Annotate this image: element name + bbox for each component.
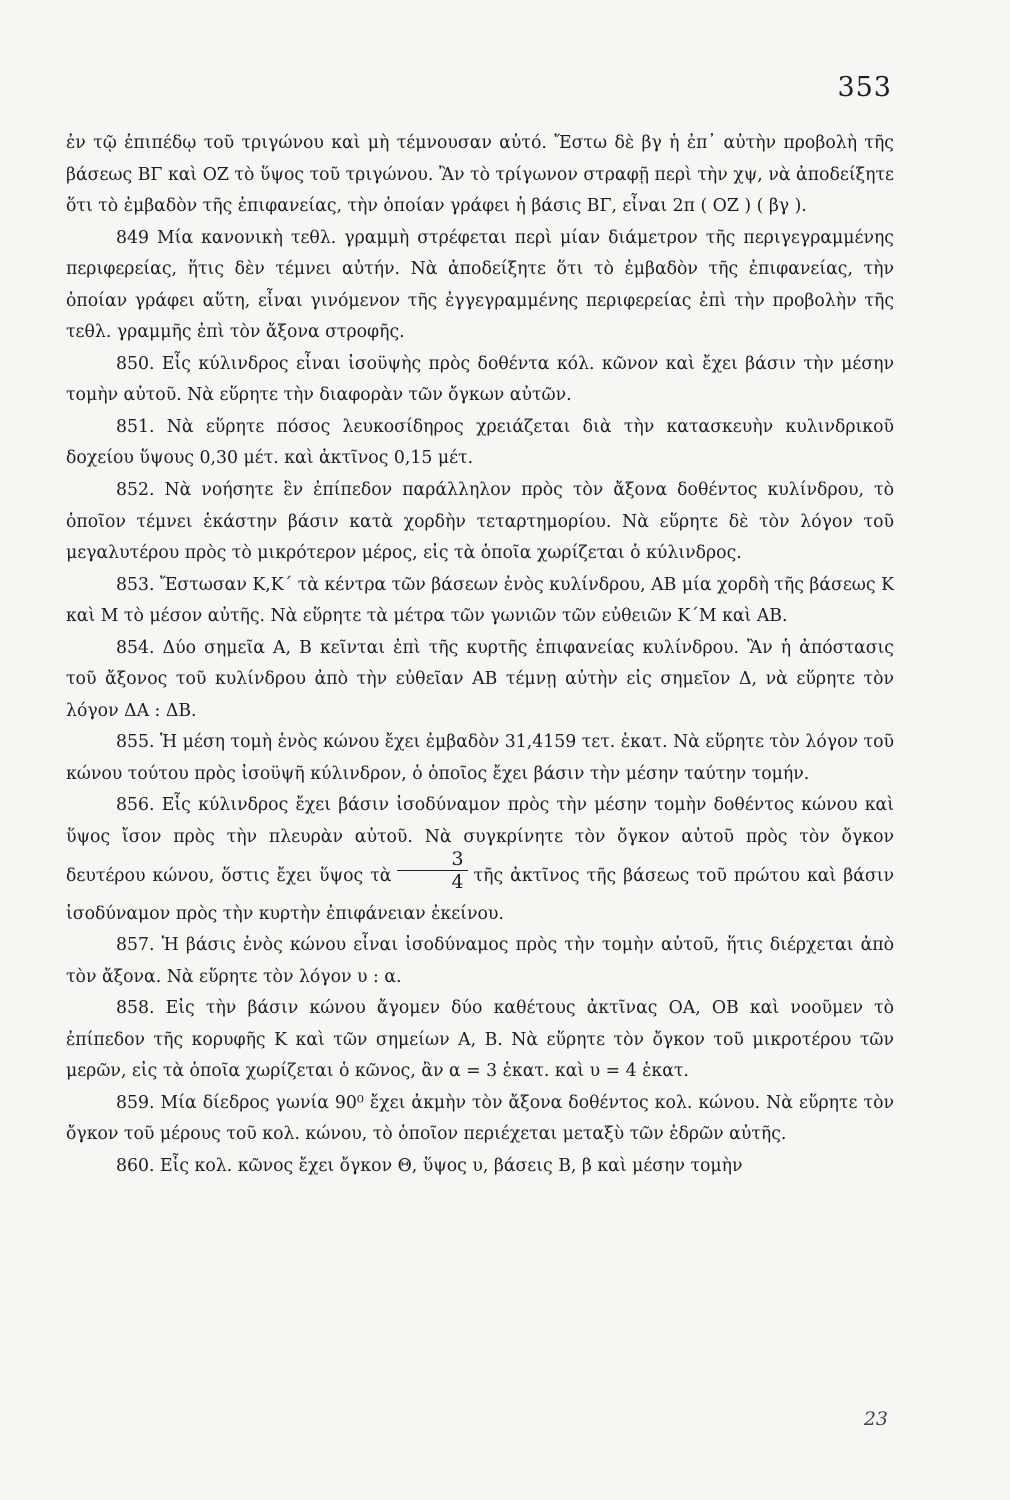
problem-number: 858. [116,998,155,1019]
problem-858 [66,993,894,1088]
problem-number: 851. [116,416,155,437]
problem-text: Εἷς κολ. κῶνος ἔχει ὄγκον Θ, ὕψος υ, βάσεις Β, β καὶ μέσην τομὴν [159,1155,743,1176]
problem-854 [66,633,894,728]
problem-text: Μία δίεδρος γωνία 90⁰ ἔχει ἀκμὴν τὸν ἄξονα δοθέντος κολ. κώνου. Νὰ εὕρητε τὸν ὄγκον τοῦ μέρους τοῦ κολ. κώνου, τὸ ὁποῖον περιέχεται μεταξὺ τῶν ἑδρῶν αὐτῆς. [66,1092,895,1145]
problem-857 [66,930,894,993]
problem-851 [66,412,894,475]
problem-number: 850. [116,353,155,374]
problem-856 [66,790,894,930]
problem-849 [66,223,894,349]
problem-number: 857. [116,935,155,956]
problem-850 [66,349,894,412]
problem-text: Ἡ μέση τομὴ ἑνὸς κώνου ἔχει ἐμβαδὸν 31,4159 τετ. ἑκατ. Νὰ εὕρητε τὸν λόγον τοῦ κώνου τούτου πρὸς ἰσοϋψῆ κύλινδρον, ὁ ὁποῖος ἔχει βάσιν τὴν μέσην ταύτην τομήν. [66,732,894,784]
problem-text: Νὰ νοήσητε ἓν ἐπίπεδον παράλληλον πρὸς τὸν ἄξονα δοθέντος κυλίνδρου, τὸ ὁποῖον τέμνει ἑκάστην βάσιν κατὰ χορδὴν τεταρτημορίου. Νὰ εὕρητε δὲ τὸν λόγον τοῦ μεγαλυτέρου πρὸς τὸ μικρότερον μέρος, εἰς τὰ ὁποῖα χωρίζεται ὁ κύλινδρος. [66,480,895,564]
problem-text-continued: τῆς ἀκτῖνος τῆς βάσεως τοῦ πρώτου καὶ βάσιν ἰσοδύναμον πρὸς τὴν κυρτὴν ἐπιφάνειαν ἐκείνου. [66,865,894,924]
problem-text: Ἔστωσαν Κ,Κ΄ τὰ κέντρα τῶν βάσεων ἑνὸς κυλίνδρου, ΑΒ μία χορδὴ τῆς βάσεως Κ καὶ Μ τὸ μέσον αὐτῆς. Νὰ εὕρητε τὰ μέτρα τῶν γωνιῶν τῶν εὐθειῶν Κ΄Μ καὶ ΑΒ. [66,574,894,627]
printer-signature: 23 [863,1408,888,1430]
fraction-three-quarters [397,848,467,893]
body-text [66,128,894,1183]
problem-860 [66,1151,894,1183]
problem-text: Μία κανονικὴ τεθλ. γραμμὴ στρέφεται περὶ μίαν διάμετρον τῆς περιγεγραμμένης περιφερείας, ἥτις δὲν τέμνει αὐτήν. Νὰ ἀποδείξητε ὅτι τὸ ἐμβαδὸν τῆς ἐπιφανείας, τὴν ὁποίαν γράφει αὕτη, εἶναι γινόμενον τῆς ἐγγεγραμμένης περιφερείας ἐπὶ τὴν προβολὴν τῆς τεθλ. γραμμῆς ἐπὶ τὸν ἄξονα στροφῆς. [66,227,894,343]
problem-number: 860. [116,1155,155,1176]
problem-number: 855. [116,732,155,753]
fraction-denominator: 4 [451,870,464,893]
problem-text: Νὰ εὕρητε πόσος λευκοσίδηρος χρειάζεται διὰ τὴν κατασκευὴν κυλινδρικοῦ δοχείου ὕψους 0,30 μέτ. καὶ ἀκτῖνος 0,15 μέτ. [66,416,894,469]
fraction-numerator: 3 [397,848,467,871]
page-number: 353 [837,72,892,103]
problem-text: Ἡ βάσις ἑνὸς κώνου εἶναι ἰσοδύναμος πρὸς τὴν τομὴν αὐτοῦ, ἥτις διέρχεται ἀπὸ τὸν ἄξονα. Νὰ εὕρητε τὸν λόγον υ : α. [66,935,895,987]
problem-853 [66,570,894,633]
problem-number: 849 [116,227,149,248]
problem-text: Εἷς κύλινδρος εἶναι ἰσοϋψὴς πρὸς δοθέντα κόλ. κῶνον καὶ ἔχει βάσιν τὴν μέσην τομὴν αὐτοῦ. Νὰ εὕρητε τὴν διαφορὰν τῶν ὄγκων αὐτῶν. [66,353,894,406]
problem-number: 859. [116,1092,155,1113]
problem-text: Εἷς κύλινδρος ἔχει βάσιν ἰσοδύναμον πρὸς τὴν μέσην τομὴν δοθέντος κώνου καὶ ὕψος ἴσον πρὸς τὴν πλευρὰν αὐτοῦ. Νὰ συγκρίνητε τὸν ὄγκον αὐτοῦ πρὸς τὸν ὄγκον δευτέρου κώνου, ὅστις ἔχει ὕψος τὰ [66,795,894,886]
problem-855 [66,727,894,790]
intro-paragraph: ἐν τῷ ἐπιπέδῳ τοῦ τριγώνου καὶ μὴ τέμνουσαν αὐτό. Ἔστω δὲ βγ ἡ ἐπ᾿ αὐτὴν προβολὴ τῆς βάσεως ΒΓ καὶ ΟΖ τὸ ὕψος τοῦ τριγώνου. Ἂν τὸ τρίγωνον στραφῇ περὶ τὴν χψ, νὰ ἀποδείξητε ὅτι τὸ ἐμβαδὸν τῆς ἐπιφανείας, τὴν ὁποίαν γράφει ἡ βάσις ΒΓ, εἶναι 2π ( ΟΖ ) ( βγ ). [66,133,894,217]
problem-text: Δύο σημεῖα Α, Β κεῖνται ἐπὶ τῆς κυρτῆς ἐπιφανείας κυλίνδρου. Ἂν ἡ ἀπόστασις τοῦ ἄξονος τοῦ κυλίνδρου ἀπὸ τὴν εὐθεῖαν ΑΒ τέμνῃ αὐτὴν εἰς σημεῖον Δ, νὰ εὕρητε τὸν λόγον ΔΑ : ΔΒ. [66,637,894,721]
problem-number: 854. [116,637,155,658]
problem-number: 856. [116,795,155,816]
problem-number: 852. [116,480,155,501]
problem-852 [66,475,894,570]
problem-859 [66,1088,894,1151]
problem-text: Εἰς τὴν βάσιν κώνου ἄγομεν δύο καθέτους ἀκτῖνας ΟΑ, ΟΒ καὶ νοοῦμεν τὸ ἐπίπεδον τῆς κορυφῆς Κ καὶ τῶν σημείων Α, Β. Νὰ εὕρητε τὸν ὄγκον τοῦ μικροτέρου τῶν μερῶν, εἰς τὰ ὁποῖα χωρίζεται ὁ κῶνος, ἂν α = 3 ἑκατ. καὶ υ = 4 ἑκατ. [66,998,894,1082]
problem-number: 853. [116,574,155,595]
